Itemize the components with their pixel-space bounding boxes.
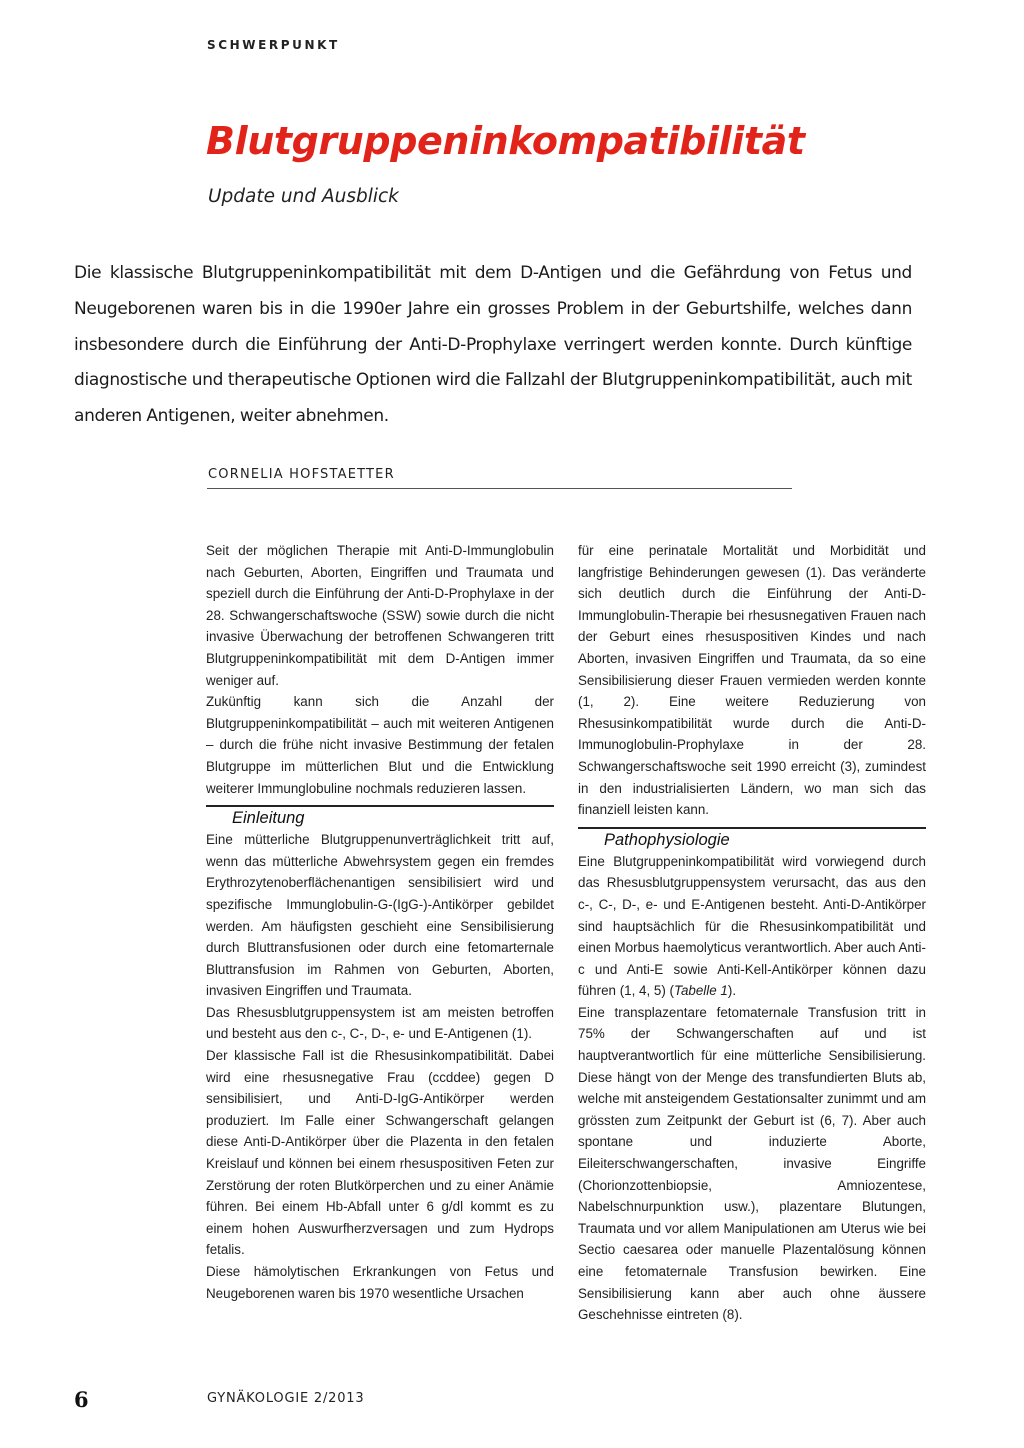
paragraph: Zukünftig kann sich die Anzahl der Blutgruppeninkompatibilität – auch mit weiteren Antigenen – durch die frühe nicht invasive Bestimmung der fetalen Blutgruppe im mütterlichen Blut und die Entwicklung weiterer Immunglobuline nochmals reduzieren lassen. [206,694,554,796]
paragraph-text: ). [727,983,737,999]
author-name: CORNELIA HOFSTAETTER [208,467,395,482]
section-heading-pathophysiologie: Pathophysiologie [604,830,730,849]
paragraph: Der klassische Fall ist die Rhesusinkompatibilität. Dabei wird eine rhesusnegative Frau (ccddee) gegen D sensibilisiert, und Anti-D-IgG-Antikörper werden produziert. Im Falle einer Schwangerschaft gelangen diese Anti-D-Antikörper über die Plazenta in den fetalen Kreislauf und können bei einem rhesuspositiven Feten zur Zerstörung der roten Blutkörperchen und zu einer Anämie führen. Bei einem Hb-Abfall unter 6 g/dl kommt es zu einem hohen Auswurfherzversagen und zum Hydrops fetalis. [206,1048,554,1258]
paragraph: für eine perinatale Mortalität und Morbidität und langfristige Behinderungen gewesen (1). Das veränderte sich deutlich durch die Einführung der Anti-D-Immunglobulin-Therapie bei rhesusnegativen Frauen nach der Geburt eines rhesuspositiven Kindes und nach Aborten, invasiven Eingriffen und Traumata, da so eine Sensibilisierung dieser Frauen vermieden werden konnte (1, 2). Eine weitere Reduzierung von Rhesusinkompatibilität wurde durch die Anti-D-Immunoglobulin-Prophylaxe in der 28. Schwangerschaftswoche seit 1990 erreicht (3), zumindest in den industrialisierten Ländern, wo man sich das finanziell leisten kann. [578,543,926,818]
article-lead: Die klassische Blutgruppeninkompatibilität mit dem D-Antigen und die Gefährdung von Fetus und Neugeborenen waren bis in die 1990er Jahre ein grosses Problem in der Geburtshilfe, welches dann insbesondere durch die Einführung der Anti-D-Prophylaxe verringert werden konnte. Durch künftige diagnostische und therapeutische Optionen wird die Fallzahl der Blutgruppeninkompatibilität, auch mit anderen Antigenen, weiter abnehmen. [74,263,912,427]
section-label: SCHWERPUNKT [207,38,340,52]
paragraph: Das Rhesusblutgruppensystem ist am meisten betroffen und besteht aus den c-, C-, D-, e- und E-Antigenen (1). [206,1004,554,1042]
section-heading-einleitung: Einleitung [232,809,305,828]
paragraph: Seit der möglichen Therapie mit Anti-D-Immunglobulin nach Geburten, Aborten, Eingriffen und Traumata und speziell durch die Einführung der Anti-D-Prophylaxe in der 28. Schwangerschaftswoche (SSW) sowie durch die nicht invasive Überwachung der betroffenen Schwangeren tritt Blutgruppeninkompatibilität mit dem D-Antigen immer weniger auf. [206,543,554,688]
article-title: Blutgruppeninkompatibilität [206,119,805,163]
table-reference-link[interactable]: Tabelle 1 [674,983,728,999]
right-column [578,540,926,1326]
author-rule [207,488,792,489]
left-column [206,540,554,1304]
paragraph-text: Eine Blutgruppeninkompatibilität wird vorwiegend durch das Rhesusblutgruppensystem verursacht, das aus den c-, C-, D-, e- und E-Antigenen besteht. Anti-D-Antikörper sind hauptsächlich für die Rhesusinkompatibilität und einen Morbus haemolyticus verantwortlich. Aber auch Anti-c und Anti-E sowie Anti-Kell-Antikörper können dazu führen (1, 4, 5) ( [578,853,926,999]
paragraph [578,851,926,1002]
paragraph: Eine transplazentare fetomaternale Transfusion tritt in 75% der Schwangerschaften auf und ist hauptverantwortlich für eine mütterliche Sensibilisierung. Diese hängt von der Menge des transfundierten Bluts ab, welche mit ansteigendem Gestationsalter zunimmt und am grössten zum Zeitpunkt der Geburt ist (6, 7). Aber auch spontane und induzierte Aborte, Eileiterschwangerschaften, invasive Eingriffe (Chorionzottenbiopsie, Amniozentese, Nabelschnurpunktion usw.), plazentare Blutungen, Traumata und vor allem Manipulationen am Uterus wie bei Sectio caesarea oder manuelle Plazentalösung können eine fetomaternale Transfusion bewirken. Eine Sensibilisierung kann aber auch ohne äussere Geschehnisse eintreten (8). [578,1004,926,1323]
article-subtitle: Update und Ausblick [208,186,399,207]
paragraph: Diese hämolytischen Erkrankungen von Fetus und Neugeborenen waren bis 1970 wesentliche Ursachen [206,1264,554,1301]
page-number: 6 [74,1387,89,1412]
journal-issue: GYNÄKOLOGIE 2/2013 [207,1391,365,1406]
paragraph: Eine mütterliche Blutgruppenunverträglichkeit tritt auf, wenn das mütterliche Abwehrsystem gegen ein fremdes Erythrozytenoberflächenantigen sensibilisiert wird und spezifische Immunglobulin-G-(IgG-)-Antikörper gebildet werden. Am häufigsten geschieht eine Sensibilisierung durch Bluttransfusionen oder durch eine fetomarternale Bluttransfusion im Rahmen von Geburten, Aborten, invasiven Eingriffen und Traumata. [206,832,554,999]
